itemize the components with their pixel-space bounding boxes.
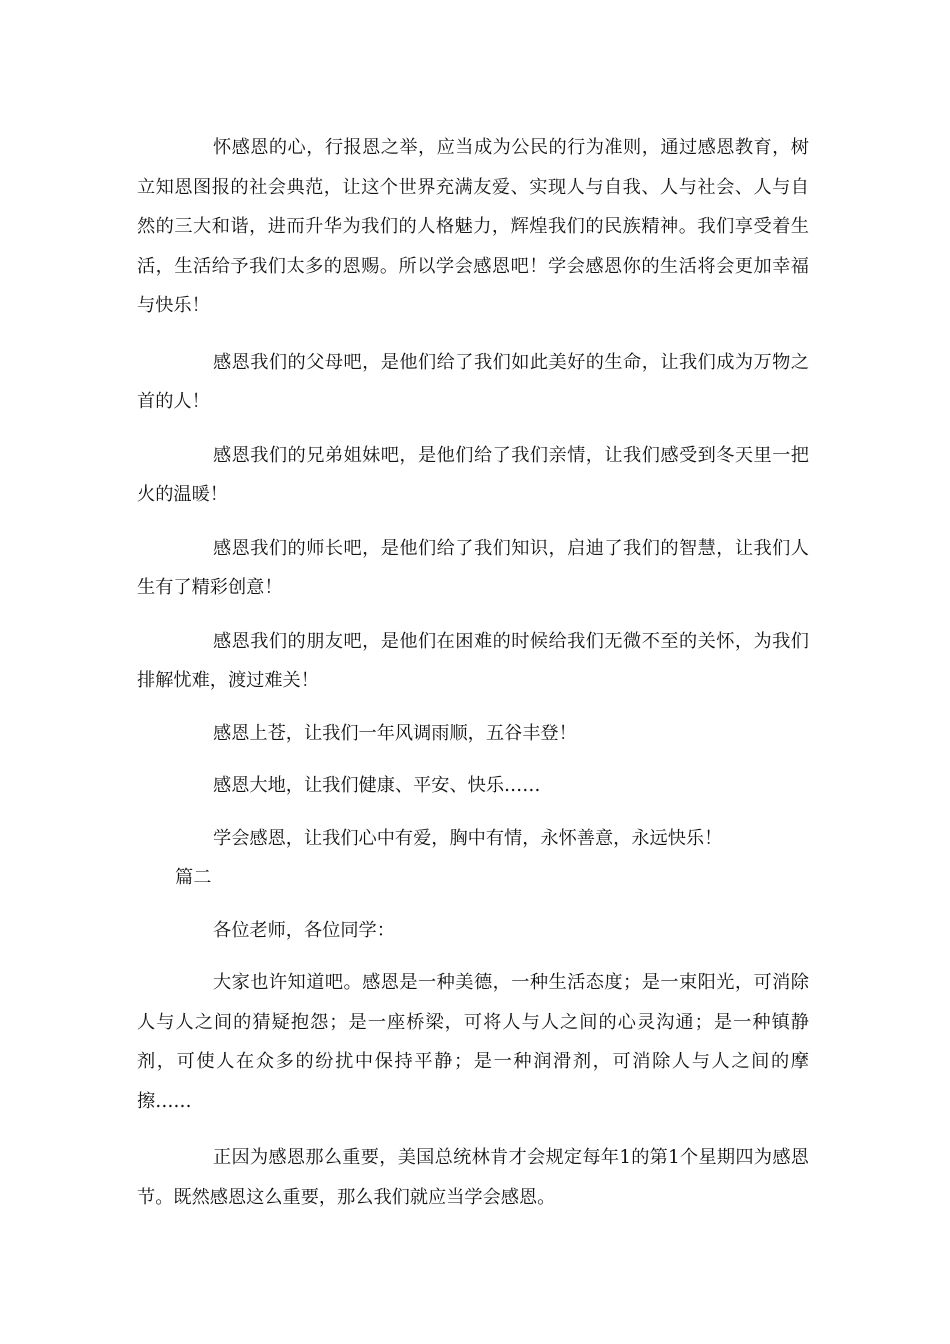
- paragraph-learn-gratitude: 学会感恩，让我们心中有爱，胸中有情，永怀善意，永远快乐！: [213, 827, 723, 849]
- section-heading: 篇二: [175, 867, 212, 888]
- paragraph-siblings: 感恩我们的兄弟姐妹吧，是他们给了我们亲情，让我们感受到冬天里一把火的温暖！: [137, 444, 809, 505]
- paragraph-intro: 怀感恩的心，行报恩之举，应当成为公民的行为准则，通过感恩教育，树立知恩图报的社会典范，让这个世界充满友爱、实现人与自我、人与社会、人与自然的三大和谐，进而升华为我们的人格魅力，辉煌我们的民族精神。我们享受着生活，生活给予我们太多的恩赐。所以学会感恩吧！学会感恩你的生活将会更加幸福与快乐！: [137, 137, 809, 316]
- document-body: [137, 128, 809, 1217]
- paragraph-greeting: 各位老师，各位同学：: [213, 919, 395, 941]
- paragraph-parents: 感恩我们的父母吧，是他们给了我们如此美好的生命，让我们成为万物之首的人！: [137, 351, 809, 412]
- paragraph-thanksgiving: 正因为感恩那么重要，美国总统林肯才会规定每年1的第1个星期四为感恩节。既然感恩这么重要，那么我们就应当学会感恩。: [137, 1147, 809, 1208]
- paragraph-earth: 感恩大地，让我们健康、平安、快乐……: [213, 775, 541, 796]
- paragraph-heaven: 感恩上苍，让我们一年风调雨顺，五谷丰登！: [213, 722, 577, 744]
- paragraph-gratitude-virtue: 大家也许知道吧。感恩是一种美德，一种生活态度；是一束阳光，可消除人与人之间的猜疑抱怨；是一座桥梁，可将人与人之间的心灵沟通；是一种镇静剂，可使人在众多的纷扰中保持平静；是一种润滑剂，可消除人与人之间的摩擦……: [137, 972, 809, 1112]
- paragraph-teachers: 感恩我们的师长吧，是他们给了我们知识，启迪了我们的智慧，让我们人生有了精彩创意！: [137, 537, 809, 598]
- paragraph-friends: 感恩我们的朋友吧，是他们在困难的时候给我们无微不至的关怀，为我们排解忧难，渡过难关！: [137, 630, 809, 691]
